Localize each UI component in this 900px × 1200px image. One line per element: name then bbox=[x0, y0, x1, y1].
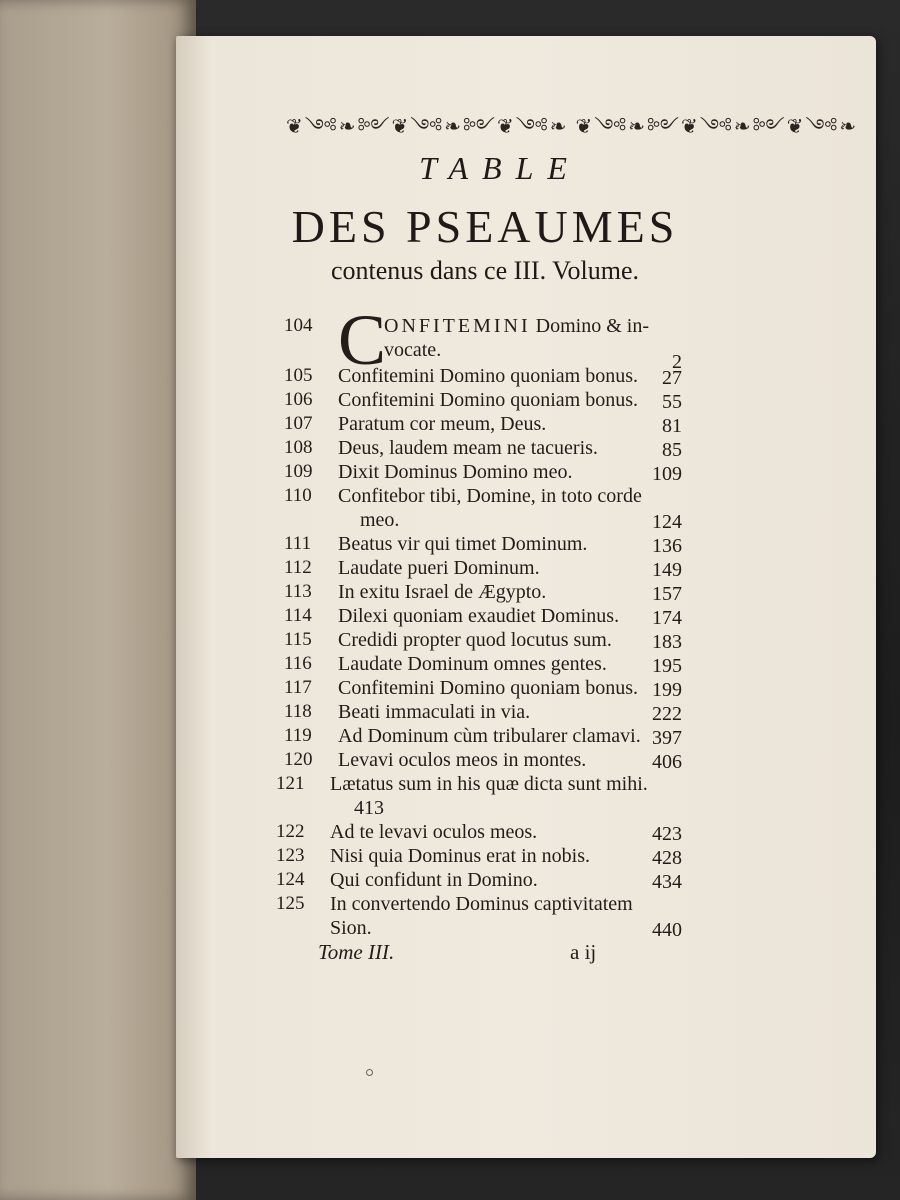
psalm-number: 124 bbox=[276, 869, 305, 890]
page-number: 157 bbox=[652, 583, 682, 605]
page-mark bbox=[366, 1069, 373, 1076]
page-number: 27 bbox=[662, 367, 682, 389]
psalm-number: 116 bbox=[284, 653, 312, 674]
psalm-number: 125 bbox=[276, 893, 305, 914]
psalm-title: Beati immaculati in via. bbox=[338, 701, 531, 723]
page-number: 440 bbox=[652, 919, 682, 941]
page-number: 406 bbox=[652, 751, 682, 773]
page-number: 55 bbox=[662, 391, 682, 413]
psalm-number: 119 bbox=[284, 725, 312, 746]
psalm-number: 117 bbox=[284, 677, 312, 698]
page-number: 195 bbox=[652, 655, 682, 677]
decorative-headpiece: ❦༺❧༻❦༺❧༻❦༺❧ ❦༺❧༻❦༺❧༻❦༺❧ bbox=[286, 116, 859, 138]
psalm-number: 115 bbox=[284, 629, 312, 650]
page-number: 397 bbox=[652, 727, 682, 749]
psalm-title-continuation: Sion. bbox=[330, 917, 372, 939]
page-number: 174 bbox=[652, 607, 682, 629]
psalm-title: Confitebor tibi, Domine, in toto corde bbox=[338, 485, 642, 507]
psalm-number: 114 bbox=[284, 605, 312, 626]
page-number: 199 bbox=[652, 679, 682, 701]
psalm-number: 118 bbox=[284, 701, 312, 722]
psalm-number: 113 bbox=[284, 581, 312, 602]
page-number: 423 bbox=[652, 823, 682, 845]
psalm-title: Beatus vir qui timet Dominum. bbox=[338, 533, 588, 555]
psalm-number: 109 bbox=[284, 461, 313, 482]
psalm-number: 122 bbox=[276, 821, 305, 842]
page-number: 149 bbox=[652, 559, 682, 581]
psalm-title-continuation: meo. bbox=[360, 509, 400, 531]
psalm-title: Confitemini Domino quoniam bonus. bbox=[338, 365, 638, 387]
psalm-title: Deus, laudem meam ne tacueris. bbox=[338, 437, 598, 459]
psalm-title bbox=[384, 314, 649, 338]
psalm-title: Levavi oculos meos in montes. bbox=[338, 749, 587, 771]
page-number: 136 bbox=[652, 535, 682, 557]
page-number: 109 bbox=[652, 463, 682, 485]
psalm-title: Dixit Dominus Domino meo. bbox=[338, 461, 573, 483]
page-number: 2 bbox=[672, 351, 682, 373]
psalm-number: 111 bbox=[284, 533, 312, 554]
psalm-title: Qui confidunt in Domino. bbox=[330, 869, 538, 891]
footer-signature: a ij bbox=[570, 940, 597, 964]
heading-table: TABLE bbox=[419, 150, 581, 186]
psalm-title: Credidi propter quod locutus sum. bbox=[338, 629, 612, 651]
footer-tome: Tome III. bbox=[318, 940, 395, 964]
psalm-title: Dilexi quoniam exaudiet Dominus. bbox=[338, 605, 620, 627]
psalm-number: 107 bbox=[284, 413, 313, 434]
psalm-title: Confitemini Domino quoniam bonus. bbox=[338, 677, 638, 699]
page-number: 85 bbox=[662, 439, 682, 461]
page-number: 183 bbox=[652, 631, 682, 653]
psalm-title: Confitemini Domino quoniam bonus. bbox=[338, 389, 638, 411]
psalm-title-smallcaps: ONFITEMINI bbox=[384, 315, 531, 337]
psalm-title-rest: Domino & in- bbox=[530, 315, 649, 337]
psalm-number: 108 bbox=[284, 437, 313, 458]
psalm-number: 112 bbox=[284, 557, 312, 578]
psalm-number: 120 bbox=[284, 749, 313, 770]
psalm-title-continuation: vocate. bbox=[384, 339, 442, 361]
psalm-title-continuation: 413 bbox=[354, 797, 384, 819]
psalm-number: 121 bbox=[276, 773, 305, 794]
page-number: 124 bbox=[652, 511, 682, 533]
psalm-number: 104 bbox=[284, 315, 313, 336]
psalm-title: Lætatus sum in his quæ dicta sunt mihi. bbox=[330, 773, 648, 795]
psalm-number: 105 bbox=[284, 365, 313, 386]
psalm-title: In convertendo Dominus captivitatem bbox=[330, 893, 633, 915]
psalm-number: 110 bbox=[284, 485, 312, 506]
page-number: 428 bbox=[652, 847, 682, 869]
psalm-title: Laudate Dominum omnes gentes. bbox=[338, 653, 607, 675]
heading-title: DES PSEAUMES bbox=[291, 201, 679, 252]
page-number: 434 bbox=[652, 871, 682, 893]
psalm-title: Ad Dominum cùm tribularer clamavi. bbox=[338, 725, 641, 747]
psalm-number: 106 bbox=[284, 389, 313, 410]
page-number: 222 bbox=[652, 703, 682, 725]
psalm-title: Paratum cor meum, Deus. bbox=[338, 413, 547, 435]
psalm-title: Ad te levavi oculos meos. bbox=[330, 821, 538, 843]
psalm-number: 123 bbox=[276, 845, 305, 866]
psalm-title: In exitu Israel de Ægypto. bbox=[338, 581, 547, 603]
drop-cap: C bbox=[338, 300, 387, 380]
heading-subtitle: contenus dans ce III. Volume. bbox=[330, 256, 640, 285]
psalm-title: Laudate pueri Dominum. bbox=[338, 557, 540, 579]
psalm-title: Nisi quia Dominus erat in nobis. bbox=[330, 845, 590, 867]
page-number: 81 bbox=[662, 415, 682, 437]
